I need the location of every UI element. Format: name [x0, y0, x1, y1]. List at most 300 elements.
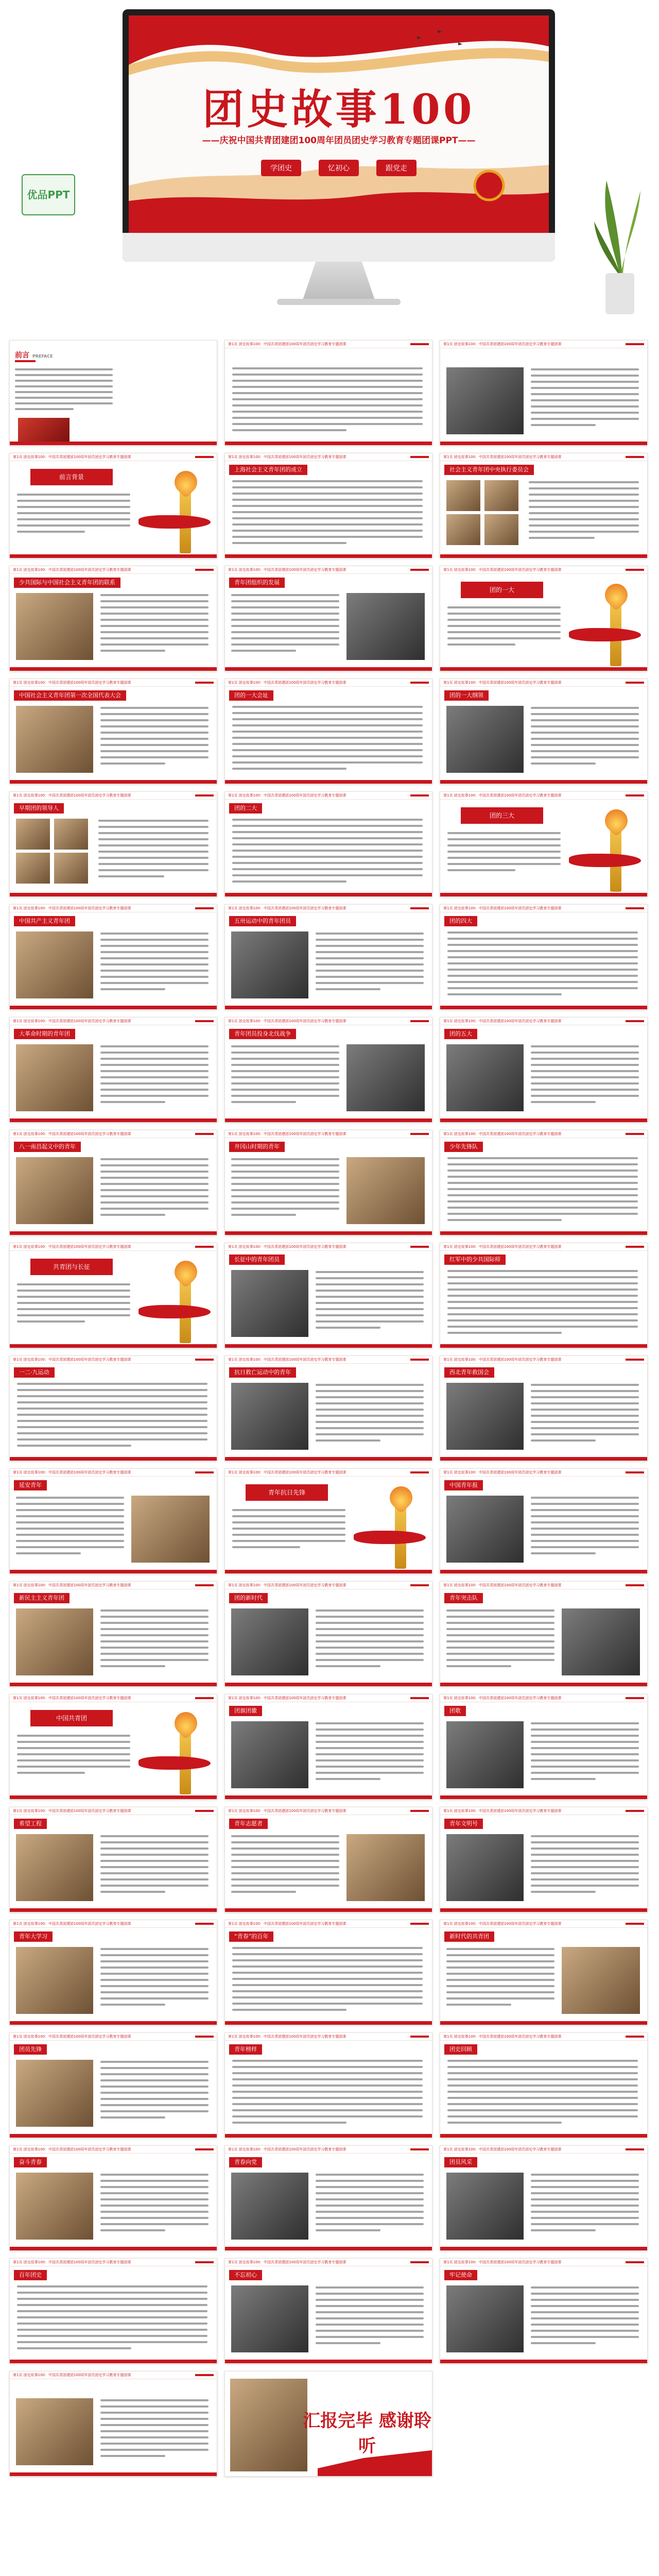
slide-thumbnail[interactable] — [224, 791, 432, 897]
text-line — [100, 2073, 209, 2075]
slide-thumbnail[interactable] — [9, 1017, 217, 1123]
text-line — [531, 744, 639, 746]
monitor-chin — [123, 233, 555, 262]
slide-header-text: 第1页 团史故事100：中国共青团建团100周年团员团史学习教育专题团课 — [443, 455, 562, 459]
slide-title: “青春”的百年 — [229, 1931, 273, 1942]
photo-image — [231, 2173, 308, 2240]
slide-footer-bar — [225, 1118, 432, 1122]
text-line — [17, 2329, 207, 2331]
text-line — [100, 1835, 209, 1837]
text-line — [231, 1064, 339, 1066]
slide-title: 中国社会主义青年团第一次全国代表大会 — [14, 690, 126, 701]
slide-thumbnail[interactable] — [440, 1130, 648, 1235]
slide-thumbnail[interactable] — [440, 1017, 648, 1123]
slide-title: 新时代的共青团 — [444, 1931, 494, 1942]
header-accent — [195, 907, 214, 909]
slide-thumbnail[interactable] — [440, 1468, 648, 1574]
section-quote-title: 共青团与长征 — [30, 1259, 113, 1275]
text-line — [100, 1195, 209, 1197]
slide-grid — [0, 340, 659, 2477]
cover-title: 团史故事100 — [202, 85, 475, 133]
slide-thumbnail[interactable] — [9, 679, 217, 784]
text-line — [531, 2223, 639, 2225]
slide-title: 团的一大纲领 — [444, 690, 489, 701]
text-line — [531, 756, 639, 758]
text-line — [232, 386, 423, 388]
text-line — [531, 387, 639, 389]
text-line — [531, 725, 639, 727]
text-line — [100, 1082, 209, 1084]
text-line — [316, 1753, 424, 1755]
slide-header-text: 第1页 团史故事100：中国共青团建团100周年团员团史学习教育专题团课 — [228, 793, 346, 798]
slide-thumbnail[interactable] — [224, 2258, 432, 2364]
text-line — [531, 1089, 639, 1091]
slide-header-text: 第1页 团史故事100：中国共青团建团100周年团员团史学习教育专题团课 — [13, 2373, 131, 2377]
photo-image — [16, 1608, 93, 1675]
slide-footer-bar — [440, 1457, 647, 1461]
slide-footer-bar — [440, 2360, 647, 2363]
text-line — [531, 1528, 639, 1530]
header-accent — [410, 907, 429, 909]
text-line — [316, 1622, 424, 1624]
text-line — [100, 2086, 209, 2088]
text-line — [447, 1188, 638, 1190]
text-line — [17, 2310, 207, 2312]
slide-thumbnail[interactable] — [440, 2145, 648, 2251]
text-line — [529, 506, 639, 508]
flame-icon — [600, 805, 632, 837]
text-line — [17, 1302, 130, 1304]
slide-header-text: 第1页 团史故事100：中国共青团建团100周年团员团史学习教育专题团课 — [13, 568, 131, 572]
slide-header-text: 第1页 团史故事100：中国共青团建团100周年团员团史学习教育专题团课 — [443, 1696, 562, 1700]
slide-thumbnail[interactable] — [224, 1581, 432, 1687]
slide-thumbnail[interactable] — [9, 2032, 217, 2138]
text-line — [232, 542, 346, 544]
preface-title — [15, 350, 53, 360]
slide-footer-bar — [10, 667, 217, 671]
slide-thumbnail[interactable] — [9, 340, 217, 446]
text-line — [17, 2341, 207, 2343]
text-line — [447, 2122, 562, 2124]
text-line — [232, 536, 423, 538]
slide-thumbnail[interactable] — [9, 1920, 217, 2025]
text-line — [531, 2192, 639, 2194]
text-line — [531, 1409, 639, 1411]
slide-thumbnail[interactable] — [224, 1807, 432, 1912]
text-line — [100, 2104, 209, 2106]
slide-header — [225, 905, 432, 912]
text-line — [316, 2205, 424, 2207]
slide-footer-bar — [10, 1344, 217, 1348]
text-line — [316, 976, 424, 978]
text-line — [16, 1534, 124, 1536]
slide-thumbnail[interactable] — [224, 566, 432, 671]
text-line — [15, 385, 113, 387]
text-line — [531, 2317, 639, 2319]
text-line — [17, 2347, 131, 2349]
slide-header — [225, 1807, 432, 1815]
slide-header-text: 第1页 团史故事100：中国共青团建团100周年团员团史学习教育专题团课 — [228, 568, 346, 572]
text-line — [232, 1534, 345, 1536]
text-line — [447, 2115, 638, 2117]
slide-header-text: 第1页 团史故事100：中国共青团建团100周年团员团史学习教育专题团课 — [443, 1245, 562, 1249]
text-line — [17, 2335, 207, 2337]
header-accent — [626, 1584, 644, 1586]
text-line — [232, 1521, 345, 1523]
text-line — [231, 1854, 339, 1856]
text-line — [98, 838, 209, 840]
header-accent — [195, 682, 214, 684]
text-line — [531, 2205, 639, 2207]
text-line — [17, 1401, 207, 1403]
slide-thumbnail[interactable] — [9, 2371, 217, 2477]
slide-thumbnail[interactable] — [440, 1243, 648, 1348]
text-line — [446, 1653, 554, 1655]
slide-title: 中国共产主义青年团 — [14, 916, 75, 926]
slide-thumbnail[interactable] — [224, 453, 432, 558]
text-line — [100, 2067, 209, 2069]
text-line — [16, 1503, 124, 1505]
potted-plant-image — [591, 170, 648, 319]
text-line — [447, 1282, 638, 1284]
text-line — [231, 1189, 339, 1191]
text-line — [100, 732, 209, 734]
slide-footer-bar — [225, 1006, 432, 1009]
slide-thumbnail[interactable] — [224, 2032, 432, 2138]
text-line — [531, 1735, 639, 1737]
red-flag-icon — [138, 1756, 211, 1770]
text-line — [232, 374, 423, 376]
photo-image — [16, 2060, 93, 2127]
header-accent — [195, 1471, 214, 1473]
text-line — [316, 2305, 424, 2307]
slide-header — [440, 1469, 647, 1477]
text-line — [316, 2229, 380, 2231]
text-line — [316, 1320, 424, 1323]
slide-thumbnail[interactable] — [224, 679, 432, 784]
text-line — [531, 1101, 596, 1103]
text-line — [531, 1835, 639, 1837]
slide-title: 少共国际与中国社会主义青年团的联系 — [14, 578, 120, 588]
text-line — [531, 2336, 639, 2338]
slide-thumbnail[interactable] — [9, 791, 217, 897]
text-line — [447, 1326, 638, 1328]
slide-footer-bar — [440, 2134, 647, 2138]
slide-header-text: 第1页 团史故事100：中国共青团建团100周年团员团史学习教育专题团课 — [228, 1358, 346, 1362]
text-line — [531, 412, 639, 414]
text-line — [447, 1307, 638, 1309]
text-line — [232, 2003, 423, 2005]
text-line — [100, 970, 209, 972]
text-line — [100, 1854, 209, 1856]
text-line — [531, 2286, 639, 2289]
slide-thumbnail[interactable] — [440, 1694, 648, 1800]
header-accent — [410, 1020, 429, 1022]
slide-thumbnail[interactable] — [9, 1807, 217, 1912]
slide-footer-bar — [10, 2472, 217, 2476]
text-line — [531, 2293, 639, 2295]
header-accent — [626, 1020, 644, 1022]
slide-header — [10, 2259, 217, 2266]
slide-header-text: 第1页 团史故事100：中国共青团建团100周年团员团史学习教育专题团课 — [228, 2260, 346, 2264]
text-line — [316, 1290, 424, 1292]
text-line — [231, 1171, 339, 1173]
text-line — [17, 1445, 131, 1447]
text-line — [447, 606, 561, 608]
slide-thumbnail[interactable] — [224, 1130, 432, 1235]
slide-thumbnail[interactable] — [440, 566, 648, 671]
text-line — [15, 402, 113, 404]
text-line — [531, 418, 639, 420]
slide-footer-bar — [440, 667, 647, 671]
slide-thumbnail[interactable] — [9, 1468, 217, 1574]
text-line — [447, 993, 562, 995]
text-line — [100, 1171, 209, 1173]
header-accent — [626, 1359, 644, 1361]
slide-header-text: 第1页 团史故事100：中国共青团建团100周年团员团史学习教育专题团课 — [13, 906, 131, 910]
text-line — [231, 637, 339, 639]
slide-header-text: 第1页 团史故事100：中国共青团建团100周年团员团史学习教育专题团课 — [228, 1696, 346, 1700]
slide-header — [440, 1130, 647, 1138]
slide-footer-bar — [440, 2021, 647, 2025]
slide-footer-bar — [225, 1457, 432, 1461]
text-line — [531, 1778, 596, 1780]
text-line — [100, 650, 165, 652]
slide-thumbnail[interactable] — [440, 904, 648, 1010]
monitor-stand — [303, 262, 375, 300]
text-line — [446, 1960, 554, 1962]
photo-image — [231, 1270, 308, 1337]
slide-thumbnail[interactable] — [9, 1243, 217, 1348]
text-line — [231, 1878, 339, 1880]
text-line — [232, 768, 346, 770]
slide-header-text: 第1页 团史故事100：中国共青团建团100周年团员团史学习教育专题团课 — [443, 906, 562, 910]
slide-thumbnail[interactable] — [9, 453, 217, 558]
slide-header-text: 第1页 团史故事100：中国共青团建团100周年团员团史学习教育专题团课 — [13, 2035, 131, 2039]
header-accent — [626, 1923, 644, 1925]
slide-thumbnail[interactable] — [224, 1355, 432, 1461]
text-line — [231, 650, 296, 652]
text-line — [17, 518, 130, 520]
slide-footer-bar — [10, 2360, 217, 2363]
text-line — [531, 1095, 639, 1097]
text-line — [531, 2180, 639, 2182]
text-line — [231, 1058, 339, 1060]
slide-thumbnail[interactable] — [224, 904, 432, 1010]
text-line — [531, 713, 639, 715]
slide-thumbnail[interactable] — [9, 2145, 217, 2251]
slide-title: 不忘初心 — [229, 2270, 262, 2280]
text-line — [447, 832, 561, 834]
text-line — [232, 1972, 423, 1974]
text-line — [446, 1628, 554, 1630]
header-accent — [410, 1471, 429, 1473]
slide-thumbnail[interactable] — [224, 2145, 432, 2251]
text-line — [529, 481, 639, 483]
slide-footer-bar — [440, 1006, 647, 1009]
text-line — [232, 1540, 345, 1542]
portrait-photo — [484, 514, 518, 545]
slide-footer-bar — [440, 780, 647, 784]
slide-thumbnail[interactable] — [440, 1920, 648, 2025]
text-line — [232, 862, 423, 864]
text-line — [316, 1283, 424, 1285]
slide-footer-bar — [225, 554, 432, 558]
slide-header — [440, 905, 647, 912]
section-quote-title: 前言背景 — [30, 469, 113, 485]
header-accent — [410, 569, 429, 571]
header-accent — [626, 456, 644, 458]
section-quote-title: 团的一大 — [461, 582, 543, 598]
text-line — [447, 975, 638, 977]
slide-footer-bar — [440, 1231, 647, 1235]
text-line — [316, 1302, 424, 1304]
slide-header — [225, 1243, 432, 1251]
text-line — [447, 1207, 638, 1209]
text-line — [531, 1396, 639, 1398]
text-line — [100, 2223, 209, 2225]
slide-thumbnail[interactable] — [224, 1468, 432, 1574]
text-line — [447, 857, 561, 859]
header-accent — [410, 1810, 429, 1812]
slide-thumbnail[interactable] — [224, 1017, 432, 1123]
text-line — [531, 1878, 639, 1880]
text-line — [16, 1509, 124, 1511]
text-line — [232, 880, 346, 883]
text-line — [232, 2115, 423, 2117]
slide-thumbnail[interactable] — [224, 340, 432, 446]
slide-title: 团的二大 — [229, 803, 262, 814]
slide-header-text: 第1页 团史故事100：中国共青团建团100周年团员团史学习教育专题团课 — [443, 681, 562, 685]
slide-thumbnail[interactable] — [9, 1355, 217, 1461]
slide-thumbnail[interactable] — [440, 2032, 648, 2138]
text-line — [447, 863, 561, 865]
text-line — [316, 2311, 424, 2313]
photo-image — [346, 593, 425, 660]
slide-header — [440, 566, 647, 574]
slide-thumbnail[interactable] — [224, 1243, 432, 1348]
text-line — [98, 863, 209, 865]
header-accent — [410, 1923, 429, 1925]
slide-thumbnail[interactable] — [224, 1694, 432, 1800]
text-line — [100, 1948, 209, 1950]
slide-thumbnail[interactable] — [440, 1581, 648, 1687]
slide-thumbnail[interactable] — [9, 2258, 217, 2364]
slide-thumbnail[interactable] — [440, 1355, 648, 1461]
text-line — [98, 851, 209, 853]
text-line — [17, 1414, 207, 1416]
slide-thumbnail[interactable] — [440, 453, 648, 558]
slide-thumbnail[interactable] — [9, 1694, 217, 1800]
text-line — [446, 1622, 554, 1624]
text-line — [231, 1164, 339, 1166]
text-line — [100, 1164, 209, 1166]
slide-thumbnail[interactable] — [9, 904, 217, 1010]
slide-thumbnail[interactable] — [440, 679, 648, 784]
slide-header-text: 第1页 团史故事100：中国共青团建团100周年团员团史学习教育专题团课 — [13, 1809, 131, 1813]
text-line — [231, 1070, 339, 1072]
preface-underline — [15, 360, 36, 362]
text-line — [232, 517, 423, 519]
header-accent — [626, 1471, 644, 1473]
text-line — [446, 1979, 554, 1981]
cover-subtitle: ——庆祝中国共青团建团100周年团员团史学习教育专题团课PPT—— — [202, 135, 476, 146]
text-line — [100, 2412, 209, 2414]
text-line — [16, 1540, 124, 1542]
flame-icon — [170, 466, 202, 498]
text-line — [231, 1841, 339, 1843]
text-line — [232, 429, 346, 431]
slide-header — [10, 566, 217, 574]
slide-thumbnail[interactable] — [224, 2371, 432, 2477]
text-line — [447, 1213, 638, 1215]
photo-image — [562, 1608, 640, 1675]
portrait-photo — [446, 480, 480, 511]
text-line — [531, 1848, 639, 1850]
text-line — [231, 643, 339, 646]
text-line — [446, 1967, 554, 1969]
text-line — [531, 2174, 639, 2176]
header-accent — [195, 2036, 214, 2038]
text-line — [232, 1984, 423, 1986]
text-line — [98, 857, 209, 859]
brand-logo: 优品PPT — [22, 174, 75, 215]
slide-thumbnail[interactable] — [9, 1130, 217, 1235]
text-line — [232, 2109, 423, 2111]
text-line — [531, 1497, 639, 1499]
slide-thumbnail[interactable] — [440, 340, 648, 446]
text-line — [231, 1095, 339, 1097]
slide-thumbnail[interactable] — [440, 1807, 648, 1912]
slide-title: 抗日救亡运动中的青年 — [229, 1367, 296, 1378]
slide-title: 八一南昌起义中的青年 — [14, 1142, 81, 1152]
slide-thumbnail[interactable] — [440, 791, 648, 897]
text-line — [231, 625, 339, 627]
text-line — [100, 2229, 165, 2231]
portrait-photo — [446, 514, 480, 545]
text-line — [100, 1622, 209, 1624]
text-line — [316, 1421, 424, 1423]
text-line — [100, 2174, 209, 2176]
text-line — [232, 2084, 423, 2087]
header-accent — [195, 1923, 214, 1925]
text-line — [531, 1402, 639, 1404]
text-line — [316, 1728, 424, 1731]
slide-header-text: 第1页 团史故事100：中国共青团建团100周年团员团史学习教育专题团课 — [13, 2260, 131, 2264]
text-line — [100, 982, 209, 984]
text-line — [531, 2211, 639, 2213]
text-line — [316, 982, 424, 984]
text-line — [15, 374, 113, 376]
text-line — [531, 719, 639, 721]
text-line — [447, 956, 638, 958]
text-line — [100, 1991, 209, 1993]
text-line — [316, 988, 380, 990]
photo-image — [16, 706, 93, 773]
slide-thumbnail[interactable] — [9, 566, 217, 671]
text-line — [232, 749, 423, 751]
text-line — [232, 737, 423, 739]
text-line — [231, 613, 339, 615]
slide-thumbnail[interactable] — [224, 1920, 432, 2025]
text-line — [447, 2109, 638, 2111]
slide-footer-bar — [10, 1457, 217, 1461]
slide-thumbnail[interactable] — [9, 1581, 217, 1687]
text-line — [447, 619, 561, 621]
text-line — [316, 1665, 380, 1667]
slide-thumbnail[interactable] — [440, 2258, 648, 2364]
header-accent — [410, 1246, 429, 1248]
